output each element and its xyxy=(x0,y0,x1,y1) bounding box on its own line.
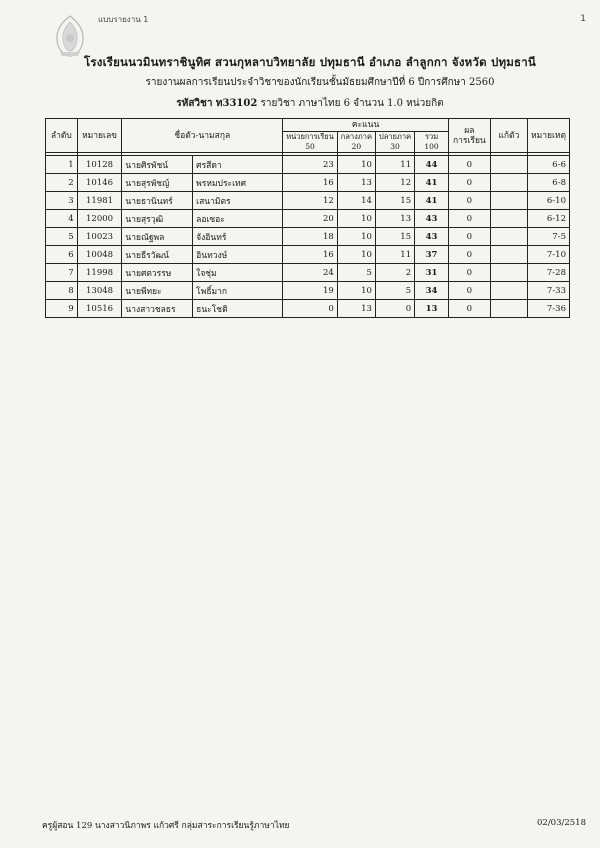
header-final-max: 30 xyxy=(390,142,400,151)
row-result: 0 xyxy=(448,228,490,246)
row-last-name: ศรสีดา xyxy=(193,156,283,174)
school-title: โรงเรียนนวมินทราชินูทิศ สวนกุหลาบวิทยาลัย ปทุมธานี อำเภอ ลำลูกกา จังหวัด ปทุมธานี xyxy=(84,55,536,69)
row-unit-score: 19 xyxy=(283,282,338,300)
row-fix xyxy=(490,246,527,264)
row-last-name: จังอินทร์ xyxy=(193,228,283,246)
header-name: ชื่อตัว-นามสกุล xyxy=(122,119,283,153)
table-row xyxy=(46,264,570,282)
row-fix xyxy=(490,282,527,300)
row-result: 0 xyxy=(448,246,490,264)
row-last-name: เสนามิตร xyxy=(193,192,283,210)
row-fix xyxy=(490,156,527,174)
row-result: 0 xyxy=(448,192,490,210)
row-mid-score: 10 xyxy=(337,282,375,300)
header-final-label: ปลายภาค xyxy=(378,132,412,141)
row-no: 3 xyxy=(46,192,78,210)
row-note: 6-8 xyxy=(527,174,569,192)
header-result xyxy=(448,119,490,153)
row-result: 0 xyxy=(448,174,490,192)
row-note: 7-5 xyxy=(527,228,569,246)
row-no: 5 xyxy=(46,228,78,246)
page-number: 1 xyxy=(580,14,586,24)
row-mid-score: 14 xyxy=(337,192,375,210)
row-total-score: 31 xyxy=(415,264,449,282)
row-unit-score: 24 xyxy=(283,264,338,282)
row-mid-score: 13 xyxy=(337,174,375,192)
row-note: 6-12 xyxy=(527,210,569,228)
row-last-name: พรหมประเทศ xyxy=(193,174,283,192)
row-no: 7 xyxy=(46,264,78,282)
report-title: รายงานผลการเรียนประจำวิชาของนักเรียนชั้นมัธยมศึกษาปีที่ 6 ปีการศึกษา 2560 xyxy=(145,77,495,88)
header-unit-max: 50 xyxy=(305,142,315,151)
row-unit-score: 20 xyxy=(283,210,338,228)
row-final-score: 11 xyxy=(375,246,414,264)
table-row xyxy=(46,228,570,246)
row-mid-score: 13 xyxy=(337,300,375,318)
row-last-name: ใจชุ่ม xyxy=(193,264,283,282)
row-id: 10023 xyxy=(77,228,122,246)
row-no: 1 xyxy=(46,156,78,174)
row-fix xyxy=(490,174,527,192)
table-row xyxy=(46,300,570,318)
row-last-name: ลอเซอะ xyxy=(193,210,283,228)
header-result-line1: ผล xyxy=(464,125,475,136)
row-note: 7-33 xyxy=(527,282,569,300)
row-total-score: 41 xyxy=(415,192,449,210)
row-result: 0 xyxy=(448,282,490,300)
form-code: แบบรายงาน 1 xyxy=(98,15,149,24)
row-mid-score: 10 xyxy=(337,228,375,246)
teacher-line: ครูผู้สอน 129 นางสาวนิภาพร แก้วศรี กลุ่มสาระการเรียนรู้ภาษาไทย xyxy=(42,821,290,831)
header-mid-label: กลางภาค xyxy=(340,132,372,141)
row-total-score: 34 xyxy=(415,282,449,300)
table-row xyxy=(46,156,570,174)
table-row xyxy=(46,246,570,264)
header-id: หมายเลข xyxy=(77,119,122,153)
header-mid-max: 20 xyxy=(351,142,362,151)
row-first-name: นายธีรวัฒน์ xyxy=(122,246,193,264)
row-first-name: นายสุรพัชญ์ xyxy=(122,174,193,192)
header-final xyxy=(375,132,414,153)
row-result: 0 xyxy=(448,156,490,174)
row-first-name: นายศิรพัชน์ xyxy=(122,156,193,174)
header-result-line2: การเรียน xyxy=(453,135,486,146)
row-id: 10146 xyxy=(77,174,122,192)
row-id: 12000 xyxy=(77,210,122,228)
row-mid-score: 10 xyxy=(337,156,375,174)
row-fix xyxy=(490,192,527,210)
row-id: 11981 xyxy=(77,192,122,210)
row-mid-score: 5 xyxy=(337,264,375,282)
row-note: 7-36 xyxy=(527,300,569,318)
row-total-score: 43 xyxy=(415,228,449,246)
grade-rows xyxy=(46,156,570,318)
row-first-name: นายสุรวุฒิ xyxy=(122,210,193,228)
row-id: 13048 xyxy=(77,282,122,300)
row-unit-score: 16 xyxy=(283,246,338,264)
row-fix xyxy=(490,228,527,246)
row-first-name: นายศตวรรษ xyxy=(122,264,193,282)
row-no: 6 xyxy=(46,246,78,264)
row-final-score: 2 xyxy=(375,264,414,282)
row-unit-score: 18 xyxy=(283,228,338,246)
row-note: 7-28 xyxy=(527,264,569,282)
row-fix xyxy=(490,210,527,228)
subject-details: รายวิชา ภาษาไทย 6 จำนวน 1.0 หน่วยกิต xyxy=(257,98,444,109)
row-note: 6-6 xyxy=(527,156,569,174)
header-total-label: รวม xyxy=(424,132,439,141)
header-total xyxy=(415,132,449,153)
row-last-name: ธนะโชติ xyxy=(193,300,283,318)
row-total-score: 44 xyxy=(415,156,449,174)
subject-line xyxy=(60,96,560,111)
row-no: 4 xyxy=(46,210,78,228)
row-final-score: 15 xyxy=(375,192,414,210)
header-score: คะแนน xyxy=(283,119,449,132)
row-id: 11998 xyxy=(77,264,122,282)
row-result: 0 xyxy=(448,264,490,282)
row-unit-score: 0 xyxy=(283,300,338,318)
row-unit-score: 12 xyxy=(283,192,338,210)
header-fix: แก้ตัว xyxy=(490,119,527,153)
header-note: หมายเหตุ xyxy=(527,119,569,153)
row-no: 9 xyxy=(46,300,78,318)
row-no: 2 xyxy=(46,174,78,192)
row-final-score: 0 xyxy=(375,300,414,318)
row-note: 7-10 xyxy=(527,246,569,264)
table-row xyxy=(46,192,570,210)
print-date: 02/03/2518 xyxy=(537,818,586,828)
row-total-score: 41 xyxy=(415,174,449,192)
row-fix xyxy=(490,264,527,282)
row-final-score: 5 xyxy=(375,282,414,300)
row-fix xyxy=(490,300,527,318)
row-result: 0 xyxy=(448,300,490,318)
row-mid-score: 10 xyxy=(337,210,375,228)
header-mid xyxy=(337,132,375,153)
row-total-score: 13 xyxy=(415,300,449,318)
row-first-name: นางสาวชลธร xyxy=(122,300,193,318)
row-id: 10516 xyxy=(77,300,122,318)
row-first-name: นายณัฐพล xyxy=(122,228,193,246)
grades-table xyxy=(45,118,570,318)
row-first-name: นายพีทยะ xyxy=(122,282,193,300)
row-last-name: อินทวงษ์ xyxy=(193,246,283,264)
row-final-score: 15 xyxy=(375,228,414,246)
row-final-score: 13 xyxy=(375,210,414,228)
school-seal-icon xyxy=(52,14,88,58)
table-row xyxy=(46,174,570,192)
subject-code: รหัสวิชา ท33102 xyxy=(176,98,258,109)
row-result: 0 xyxy=(448,210,490,228)
row-no: 8 xyxy=(46,282,78,300)
row-last-name: โพธิ์มาก xyxy=(193,282,283,300)
header-unit-label: หน่วยการเรียน xyxy=(286,132,334,141)
header-no: ลำดับ xyxy=(46,119,78,153)
header-total-max: 100 xyxy=(424,142,439,151)
row-final-score: 11 xyxy=(375,156,414,174)
row-total-score: 43 xyxy=(415,210,449,228)
row-final-score: 12 xyxy=(375,174,414,192)
row-mid-score: 10 xyxy=(337,246,375,264)
row-id: 10128 xyxy=(77,156,122,174)
row-unit-score: 23 xyxy=(283,156,338,174)
table-row xyxy=(46,210,570,228)
row-note: 6-10 xyxy=(527,192,569,210)
row-id: 10048 xyxy=(77,246,122,264)
row-total-score: 37 xyxy=(415,246,449,264)
row-unit-score: 16 xyxy=(283,174,338,192)
header-unit xyxy=(283,132,338,153)
row-first-name: นายธานินทร์ xyxy=(122,192,193,210)
table-row xyxy=(46,282,570,300)
